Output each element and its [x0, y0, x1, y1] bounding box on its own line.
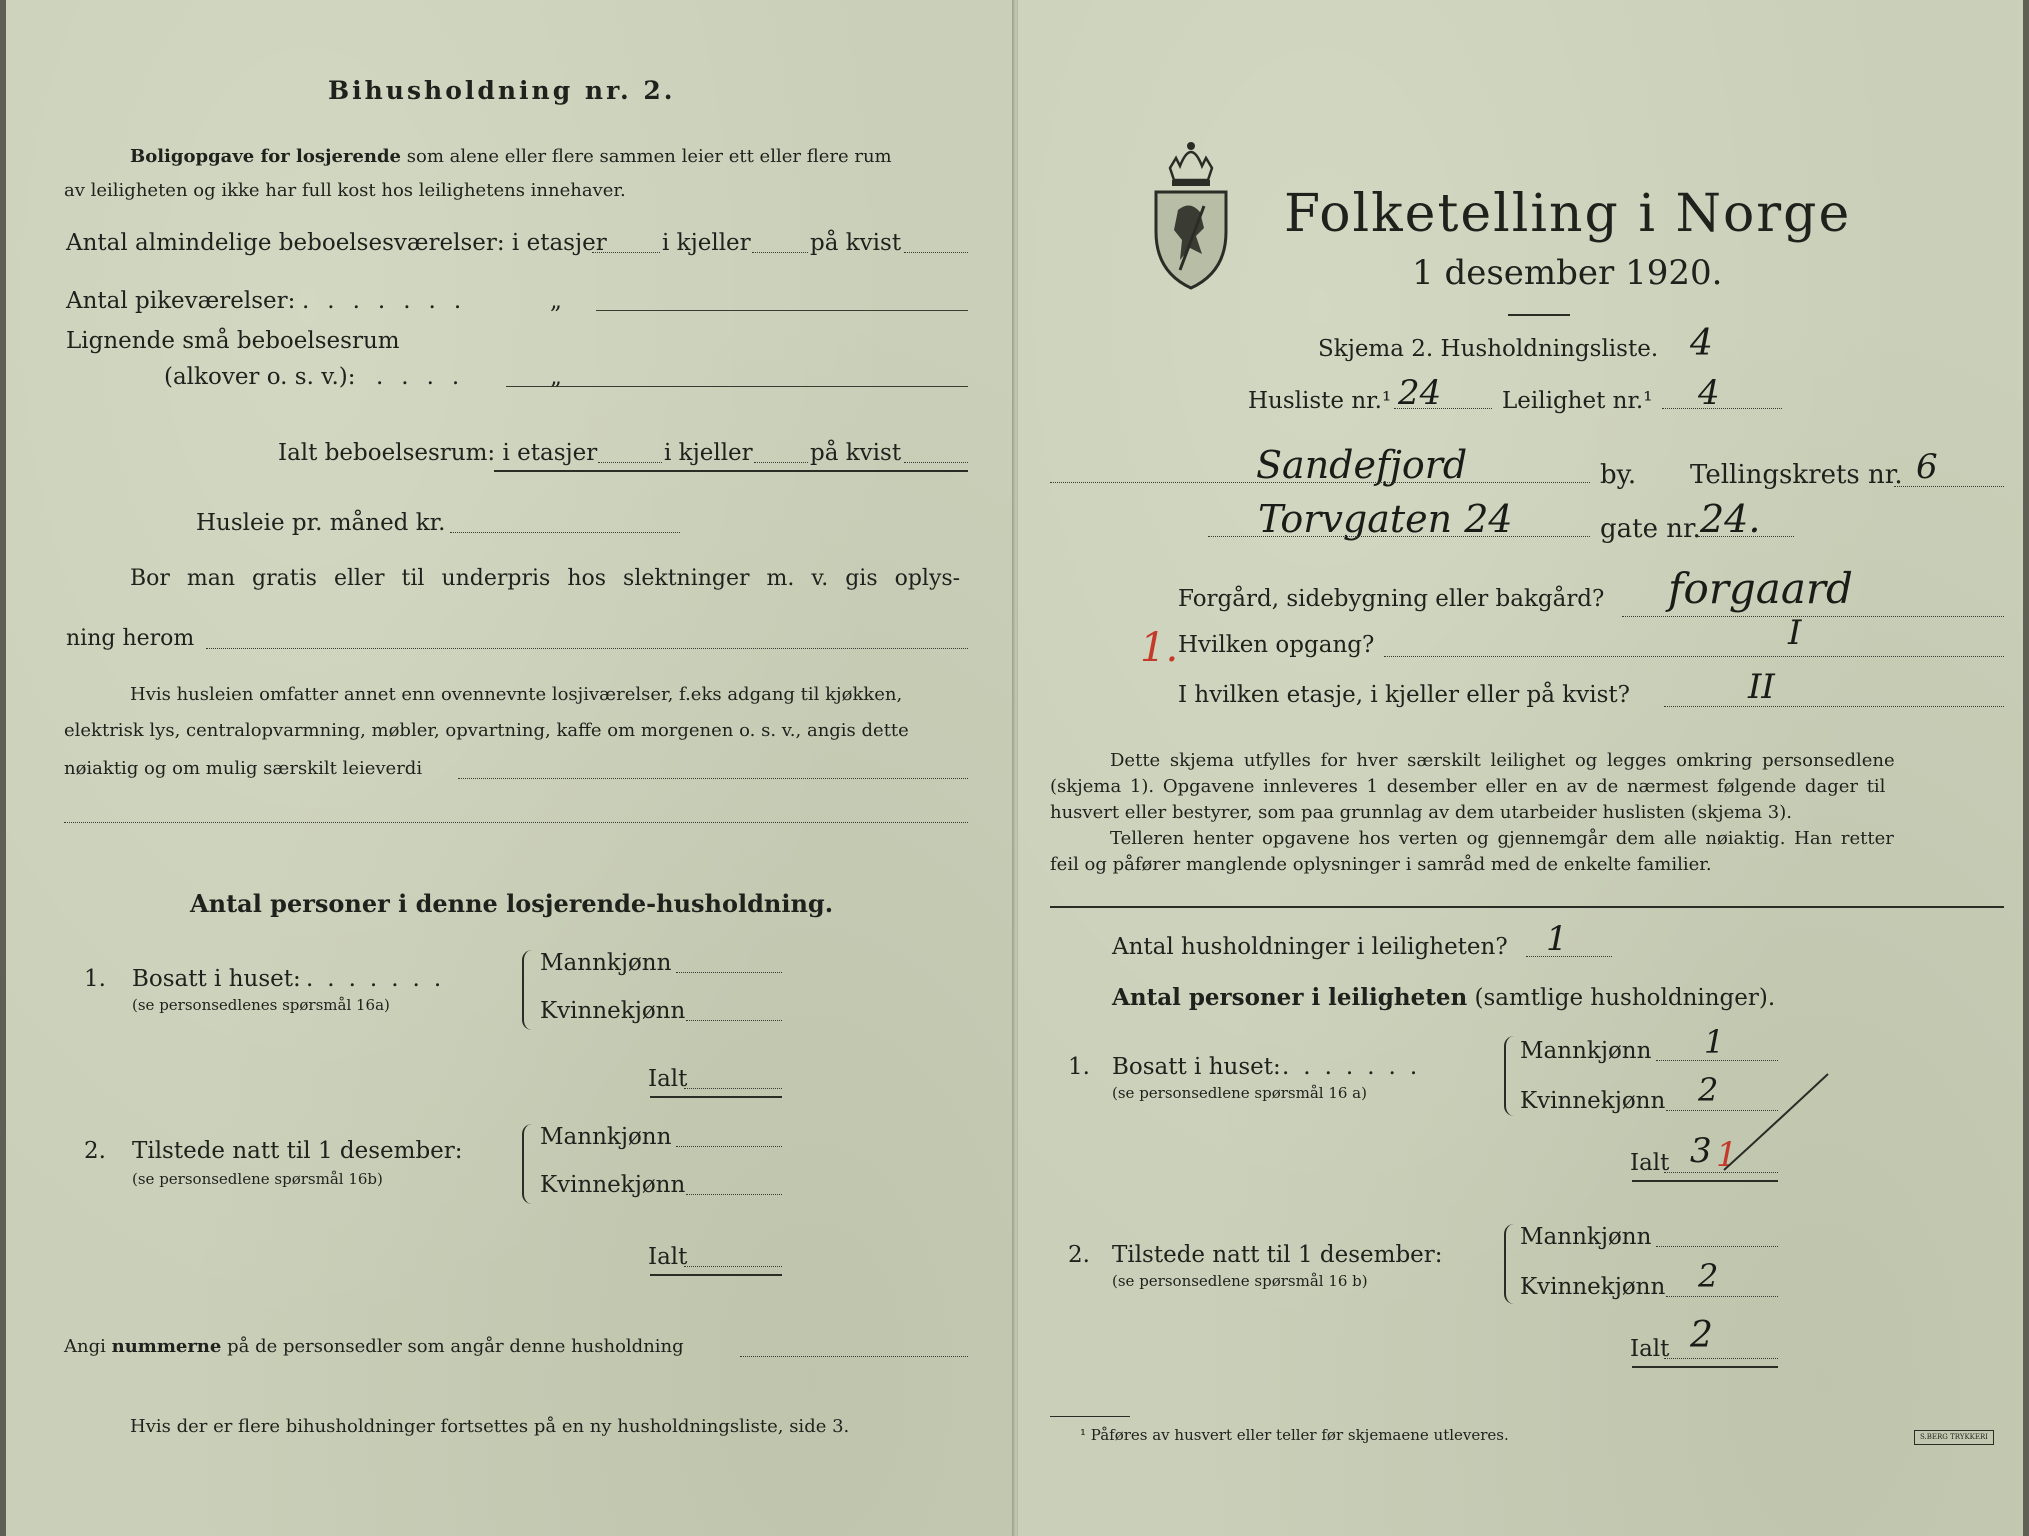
r-q1-label: Bosatt i huset:	[1112, 1054, 1281, 1080]
r-q1-kvinne-value: 2	[1698, 1071, 1719, 1109]
antal-personer-line	[1112, 986, 1775, 1010]
angi-post: på de personsedler som angår denne husholdning	[227, 1336, 684, 1357]
r-q1-ialt-value: 3	[1690, 1131, 1712, 1171]
ialt-kjeller-line[interactable]	[754, 462, 808, 463]
lign-dots: ....	[376, 364, 478, 390]
lign-ditto: „	[550, 364, 562, 390]
angi-bold: nummerne	[111, 1336, 222, 1357]
leilighet-label: Leilighet nr.¹	[1502, 388, 1653, 414]
margin-mark: 1.	[1140, 625, 1179, 671]
antal-husholdninger-line[interactable]	[1526, 956, 1612, 957]
q1-ialt-underline	[650, 1096, 782, 1098]
r-q1-ialt-underline	[1632, 1180, 1778, 1182]
q1-label: Bosatt i huset:	[132, 966, 301, 992]
q1-brace	[522, 950, 532, 1030]
q2-ialt-label: Ialt	[648, 1244, 688, 1270]
r-q1-dots: .......	[1282, 1054, 1432, 1080]
forgard-label: Forgård, sidebygning eller bakgård?	[1178, 586, 1605, 612]
r-q1-mann-value: 1	[1704, 1023, 1725, 1061]
krets-label: Tellingskrets nr.	[1690, 460, 1903, 490]
hvis-line2: elektrisk lys, centralopvarmning, møbler, opvartning, kaffe om morgenen o. s. v., angis dette	[64, 720, 909, 741]
hvis-line3: nøiaktig og om mulig særskilt leieverdi	[64, 758, 423, 779]
census-date: 1 desember 1920.	[1412, 253, 1723, 293]
etasje-line[interactable]	[1664, 706, 2004, 707]
r-q2-ialt-underline	[1632, 1366, 1778, 1368]
skjema-handwritten: 4	[1690, 323, 1713, 364]
pike-dots: .......	[302, 288, 480, 314]
q1-ialt-line[interactable]	[684, 1088, 782, 1089]
r-q2-brace	[1504, 1224, 1514, 1304]
info-rule	[1050, 906, 2004, 908]
leilighet-value: 4	[1698, 373, 1720, 413]
ialt-kvist-line[interactable]	[904, 462, 968, 463]
gate-label: gate nr.	[1600, 514, 1701, 544]
opgang-label: Hvilken opgang?	[1178, 632, 1375, 658]
r-q2-ref: (se personsedlene spørsmål 16 b)	[1112, 1272, 1368, 1290]
census-title: Folketelling i Norge	[1284, 184, 1852, 244]
by-value: Sandefjord	[1256, 443, 1468, 487]
r-q1-ialt-label: Ialt	[1630, 1150, 1670, 1176]
r-q1-number: 1.	[1068, 1054, 1090, 1080]
angi-line	[64, 1338, 684, 1356]
ialt-underline	[494, 470, 968, 472]
coat-of-arms-icon	[1150, 136, 1232, 292]
bor-line2: ning herom	[66, 626, 195, 651]
opgang-line[interactable]	[1384, 656, 2004, 657]
ialt-kvist-label: på kvist	[810, 440, 902, 466]
hvis-line1: Hvis husleien omfatter annet enn ovennevnte losjiværelser, f.eks adgang til kjøkken,	[130, 684, 903, 705]
gate-value: Torvgaten 24	[1258, 497, 1513, 541]
q1-mann-label: Mannkjønn	[540, 950, 672, 976]
ialt-kjeller-label: i kjeller	[664, 440, 753, 466]
krets-line[interactable]	[1894, 486, 2004, 487]
row-pike-label: Antal pikeværelser:	[66, 288, 296, 314]
antal-personer-bold: Antal personer i leiligheten	[1112, 984, 1468, 1011]
krets-value: 6	[1916, 447, 1938, 487]
angi-pre: Angi	[64, 1336, 106, 1357]
q2-kvinne-label: Kvinnekjønn	[540, 1172, 686, 1198]
info-line5: feil og påfører manglende oplysninger i samråd med de enkelte familier.	[1050, 854, 1712, 875]
husliste-line[interactable]	[1394, 408, 1492, 409]
r-q1-mann-line[interactable]	[1656, 1060, 1778, 1061]
r-q2-ialt-line[interactable]	[1664, 1358, 1778, 1359]
gate-nr-value: 24.	[1700, 497, 1761, 541]
r-q2-ialt-label: Ialt	[1630, 1336, 1670, 1362]
forgard-value: forgaard	[1668, 564, 1853, 613]
antal-heading: Antal personer i denne losjerende-husholdning.	[190, 889, 834, 918]
right-page	[1018, 0, 2023, 1536]
intro-line1	[130, 148, 892, 166]
hvis-line[interactable]	[458, 778, 968, 779]
info-line1: Dette skjema utfylles for hver særskilt leilighet og legges omkring personsedlene	[1110, 750, 1895, 771]
q1-ialt-label: Ialt	[648, 1066, 688, 1092]
r-q1-kvinne-label: Kvinnekjønn	[1520, 1088, 1666, 1114]
lign-line[interactable]	[506, 386, 968, 387]
etasje-value: II	[1748, 667, 1775, 707]
footnote-rule	[1050, 1416, 1130, 1417]
antal-husholdninger-value: 1	[1546, 919, 1568, 959]
ialt-etasjer-line[interactable]	[598, 462, 662, 463]
r-q2-kvinne-value: 2	[1698, 1257, 1719, 1295]
q2-ref: (se personsedlene spørsmål 16b)	[132, 1170, 383, 1188]
hvis-extra-line[interactable]	[64, 822, 968, 823]
alm-kvist-line[interactable]	[904, 252, 968, 253]
r-q1-ref: (se personsedlene spørsmål 16 a)	[1112, 1084, 1367, 1102]
q2-ialt-line[interactable]	[684, 1266, 782, 1267]
r-q2-kvinne-label: Kvinnekjønn	[1520, 1274, 1666, 1300]
row-lign-label-1: Lignende små beboelsesrum	[66, 328, 400, 354]
forgard-line[interactable]	[1622, 616, 2004, 617]
pike-line[interactable]	[596, 310, 968, 311]
q2-mann-label: Mannkjønn	[540, 1124, 672, 1150]
left-page	[6, 0, 1016, 1536]
r-q1-ialt-correction: 1	[1716, 1135, 1738, 1175]
r-q2-ialt-value: 2	[1690, 1315, 1713, 1356]
skjema-label: Skjema 2. Husholdningsliste.	[1318, 336, 1659, 362]
r-q2-kvinne-line[interactable]	[1666, 1296, 1778, 1297]
alm-kvist-label: på kvist	[810, 230, 902, 256]
intro-rest: som alene eller flere sammen leier ett eller flere rum	[406, 146, 892, 167]
q2-number: 2.	[84, 1138, 106, 1164]
alm-etasjer-line[interactable]	[592, 252, 660, 253]
footnote: ¹ Påføres av husvert eller teller før skjemaene utleveres.	[1080, 1426, 1509, 1444]
etasje-label: I hvilken etasje, i kjeller eller på kvist?	[1178, 682, 1630, 708]
q2-mann-line[interactable]	[676, 1146, 782, 1147]
husleie-line[interactable]	[450, 532, 680, 533]
q2-brace	[522, 1124, 532, 1204]
q1-ref: (se personsedlenes spørsmål 16a)	[132, 996, 390, 1014]
q2-kvinne-line[interactable]	[686, 1194, 782, 1195]
leilighet-line[interactable]	[1662, 408, 1782, 409]
antal-personer-rest: (samtlige husholdninger).	[1474, 985, 1776, 1011]
angi-fill-line[interactable]	[740, 1356, 968, 1357]
r-q2-number: 2.	[1068, 1242, 1090, 1268]
alm-kjeller-line[interactable]	[752, 252, 808, 253]
alm-kjeller-label: i kjeller	[662, 230, 751, 256]
q2-ialt-underline	[650, 1274, 782, 1276]
info-line2: (skjema 1). Opgavene innleveres 1 desember eller en av de nærmest følgende dager til	[1050, 776, 1886, 797]
intro-line2: av leiligheten og ikke har full kost hos leilighetens innehaver.	[64, 180, 626, 201]
gate-line[interactable]	[1208, 536, 1590, 537]
q1-number: 1.	[84, 966, 106, 992]
pike-ditto-1: „	[550, 288, 562, 314]
printer-stamp: S.BERG TRYKKERI	[1914, 1430, 1994, 1445]
husliste-value: 24	[1398, 373, 1442, 413]
husliste-label: Husliste nr.¹	[1248, 388, 1392, 414]
row-lign-label-2: (alkover o. s. v.):	[164, 364, 356, 390]
gate-nr-line[interactable]	[1698, 536, 1794, 537]
info-line4: Telleren henter opgavene hos verten og gjennemgår dem alle nøiaktig. Han retter	[1110, 828, 1894, 849]
r-q1-brace	[1504, 1036, 1514, 1116]
antal-husholdninger-label: Antal husholdninger i leiligheten?	[1112, 934, 1508, 960]
title-rule	[1508, 314, 1570, 316]
intro-bold: Boligopgave for losjerende	[130, 146, 402, 167]
check-mark-icon	[1718, 1070, 1838, 1180]
r-q2-mann-line[interactable]	[1656, 1246, 1778, 1247]
q1-dots: .......	[306, 966, 456, 992]
r-q2-mann-label: Mannkjønn	[1520, 1224, 1652, 1250]
r-q2-label: Tilstede natt til 1 desember:	[1112, 1242, 1443, 1268]
bihusholdning-heading: Bihusholdning nr. 2.	[328, 76, 676, 105]
bor-line1: Bor man gratis eller til underpris hos slektninger m. v. gis oplys-	[130, 566, 961, 591]
q1-mann-line[interactable]	[676, 972, 782, 973]
husleie-label: Husleie pr. måned kr.	[196, 510, 446, 536]
r-q1-ialt-line[interactable]	[1664, 1172, 1778, 1173]
q1-kvinne-line[interactable]	[686, 1020, 782, 1021]
bor-line[interactable]	[206, 648, 968, 649]
r-q1-mann-label: Mannkjønn	[1520, 1038, 1652, 1064]
opgang-value: I	[1788, 613, 1802, 653]
row-ialt-label: Ialt beboelsesrum: i etasjer	[278, 440, 598, 466]
q1-kvinne-label: Kvinnekjønn	[540, 998, 686, 1024]
info-line3: husvert eller bestyrer, som paa grunnlag av dem utarbeider huslisten (skjema 3).	[1050, 802, 1792, 823]
by-label: by.	[1600, 460, 1637, 490]
by-line[interactable]	[1050, 482, 1590, 483]
q2-label: Tilstede natt til 1 desember:	[132, 1138, 463, 1164]
row-alm-label: Antal almindelige beboelsesværelser: i etasjer	[66, 230, 607, 256]
left-footer: Hvis der er flere bihusholdninger fortsettes på en ny husholdningsliste, side 3.	[130, 1416, 850, 1437]
